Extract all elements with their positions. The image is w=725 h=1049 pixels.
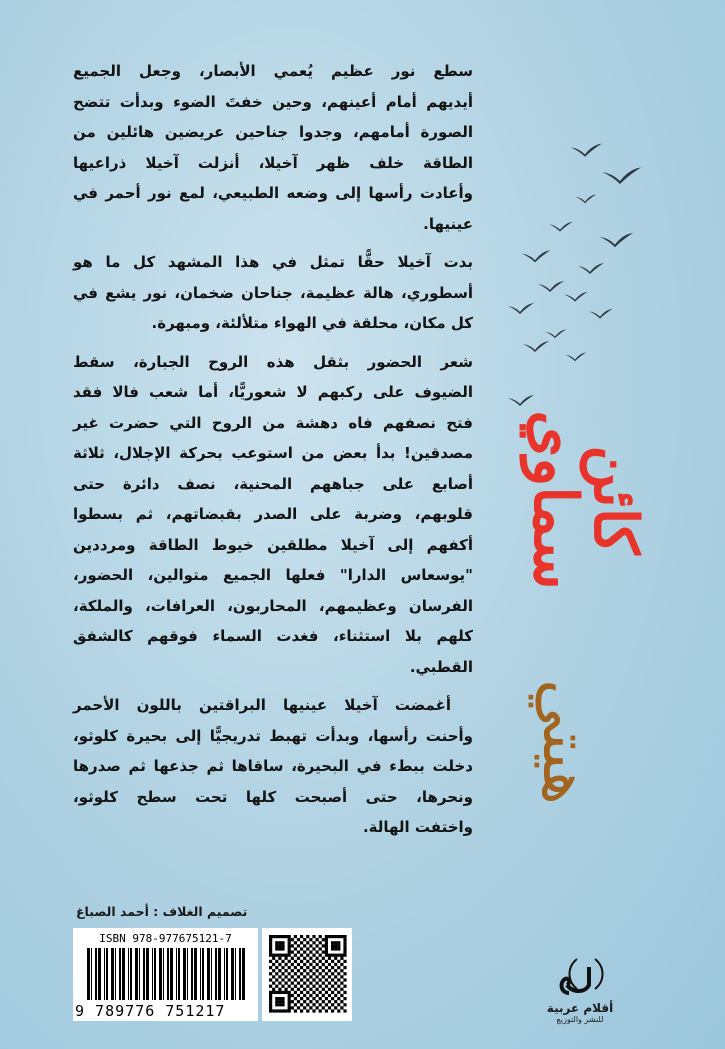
book-author: هيتي bbox=[528, 679, 602, 805]
blurb-line: فتح نصفهم فاه دهشة من الروح التي حضرت غير bbox=[73, 413, 473, 432]
bird-icon bbox=[575, 194, 596, 203]
blurb-paragraph bbox=[73, 347, 473, 683]
blurb-line: بدت آخيلا حقًّا تمثل في هذا المشهد كل ما هو bbox=[73, 253, 473, 271]
blurb-line: شعر الحضور بثقل هذه الروح الجبارة، سقط bbox=[73, 352, 473, 371]
blurb-paragraph bbox=[73, 247, 473, 339]
cover-design-credit: تصميم الغلاف : أحمد الصباغ bbox=[76, 904, 248, 919]
blurb-line: أكفهم إلى آخيلا مطلقين خيوط الطاقة ومرددين bbox=[73, 535, 473, 554]
publisher-logo bbox=[540, 955, 620, 1024]
blurb-line: مصدقين! بدأ بعض من استوعب بحركة الإجلال، ثلاثة bbox=[73, 444, 473, 462]
blurb-line: الفرسان وعظيمهم، المحاربون، العرافات، والملكة، bbox=[73, 596, 473, 615]
back-cover-blurb bbox=[73, 56, 473, 851]
blurb-line: سطع نور عظيم يُعمي الأبصار، وجعل الجميع bbox=[73, 62, 473, 80]
blurb-line: الضيوف على ركبهم لا شعوريًّا، أما شعب فالا فقد bbox=[73, 383, 473, 401]
blurb-line: أصابع على جباههم المحنية، نصف دائرة حتى bbox=[73, 474, 473, 493]
bird-icon bbox=[602, 168, 641, 185]
bird-icon bbox=[549, 222, 572, 232]
publisher-emblem-icon bbox=[555, 955, 605, 997]
blurb-line: وأحنت رأسها، وبدأت تهبط تدريجيًّا إلى بحيرة كلوثو، bbox=[73, 726, 473, 745]
blurb-line: الطاقة خلف ظهر آخيلا، أنزلت آخيلا ذراعيها bbox=[73, 153, 473, 172]
publisher-name: أقلام عربية bbox=[546, 1001, 614, 1015]
bird-icon bbox=[599, 233, 633, 247]
blurb-line: أغمضت آخيلا عينيها البراقتين باللون الأحمر bbox=[73, 696, 451, 714]
bird-icon bbox=[565, 352, 586, 361]
blurb-paragraph bbox=[73, 56, 473, 239]
bird-icon bbox=[564, 292, 587, 302]
isbn-label: ISBN 978-977675121-7 bbox=[99, 932, 232, 945]
bird-icon bbox=[578, 263, 604, 274]
blurb-line: واختفت الهالة. bbox=[362, 818, 473, 836]
blurb-paragraph bbox=[73, 690, 473, 843]
bird-icon bbox=[589, 309, 612, 319]
bird-icon bbox=[522, 250, 551, 262]
bird-icon bbox=[545, 329, 566, 338]
blurb-line: وأعادت رأسها إلى وضعه الطبيعي، لمع نور أحمر في bbox=[73, 184, 473, 202]
blurb-line: كلهم بلا استثناء، فغدت السماء فوقهم كالشفق bbox=[73, 627, 473, 645]
blurb-line: ونحرها، حتى أصبحت كلها تحت سطح كلوثو، bbox=[73, 787, 473, 806]
bird-icon bbox=[538, 281, 564, 292]
blurb-line: كل مكان، محلقة في الهواء متلألئة، ومبهرة. bbox=[151, 314, 473, 332]
qr-code-pattern bbox=[262, 928, 352, 1021]
barcode-bars bbox=[87, 948, 247, 1000]
blurb-line: الصورة أمامهم، وجدوا جناحين عريضين هائلين من bbox=[73, 123, 473, 141]
bird-icon bbox=[571, 144, 602, 157]
barcode-digits: 9 789776 751217 bbox=[75, 1002, 226, 1020]
blurb-line: دخلت ببطء في البحيرة، ساقاها ثم جذعها ثم صدرها bbox=[73, 757, 473, 775]
bird-icon bbox=[523, 341, 549, 352]
blurb-line: أسطوري، هالة عظيمة، جناحان ضخمان، نور يشع في bbox=[73, 283, 473, 302]
publisher-subtitle: للنشر والتوزيع bbox=[556, 1015, 604, 1024]
blurb-line: عينيها. bbox=[423, 214, 473, 233]
qr-code bbox=[262, 928, 352, 1021]
blurb-line: القطبي. bbox=[409, 657, 473, 676]
isbn-barcode bbox=[73, 928, 258, 1021]
blurb-line: قلوبهم، وضربة على الصدر بقبضاتهم، ثم بسطوا bbox=[73, 505, 473, 523]
blurb-line: أيديهم أمام أعينهم، وحين خفتَ الضوء وبدأت تتضح bbox=[73, 92, 473, 111]
flying-birds-illustration bbox=[490, 130, 670, 420]
book-title: كائن سماوي bbox=[520, 410, 650, 590]
bird-icon bbox=[508, 303, 534, 314]
blurb-line: "يوسعاس الدارا" فعلها الجميع متوالين، الحضور، bbox=[73, 566, 473, 584]
